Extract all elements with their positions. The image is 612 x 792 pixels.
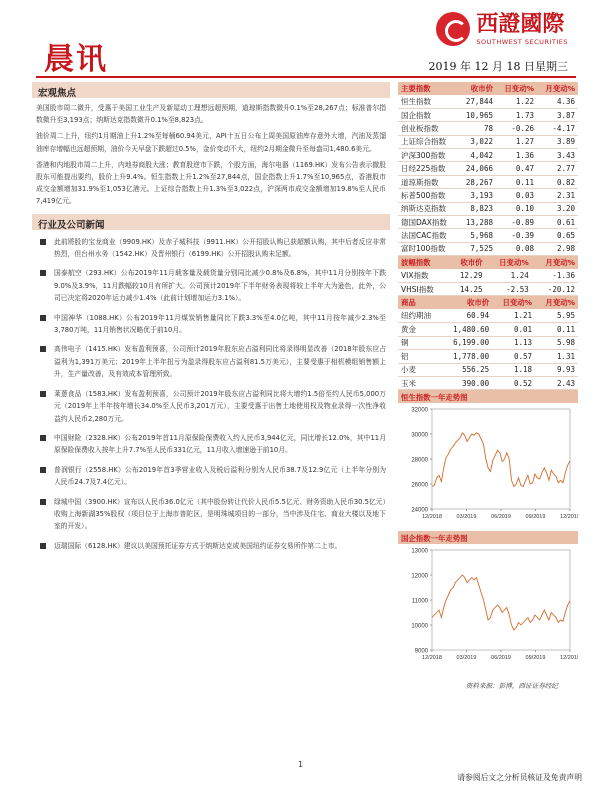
instrument-name: 黄金 [398,323,441,336]
volatility-header-cell: 月变动% [532,256,578,269]
commodities-header-cell: 月变动% [535,296,578,309]
quote-value: 0.61 [537,216,578,229]
brand-name-en: SOUTHWEST SECURITIES [476,37,568,46]
y-tick-label: 13000 [411,548,428,555]
brand-mark-icon [436,12,470,46]
quote-value: 13,288 [458,216,496,229]
commodities-header-row [398,296,578,309]
report-title: 晨讯 [44,42,108,77]
table-row [398,162,578,175]
quote-value: 2.43 [535,376,578,389]
instrument-name: 道琼斯指数 [398,175,458,188]
quote-value: 24,066 [458,162,496,175]
table-row [398,189,578,202]
news-item: 此前將股的宝龙商业（9909.HK）及赤子城科技（9911.HK）公开招股认购已获超额认购，其中后者反应非常热烈，但台州水务（1542.HK）及晋州银行（6199.HK）公开招股认购未足额。 [32,236,390,261]
quote-value: 0.57 [492,350,535,363]
instrument-name: 法国CAC指数 [398,229,458,242]
quote-value: 60.94 [441,309,492,322]
indices-header-cell: 月变动% [537,82,578,95]
quote-value: 1.13 [492,336,535,349]
disclaimer: 请参阅后文之分析员核证及免责声明 [457,773,582,782]
series-line [432,433,570,487]
quote-value: 5.95 [535,309,578,322]
quote-value: 0.11 [496,175,537,188]
quote-value: 1.24 [486,269,532,282]
plot-frame [432,550,570,650]
quote-value: 0.52 [492,376,535,389]
volatility-header-row [398,256,578,269]
y-tick-label: 24000 [411,507,428,514]
table-row [398,149,578,162]
indices-header-cell: 日变动% [496,82,537,95]
quote-value: -0.39 [496,229,537,242]
series-line [432,575,570,630]
quote-value: 0.10 [496,202,537,215]
indices-header-row [398,82,578,95]
quote-value: -0.26 [496,122,537,135]
news-item: 国泰航空（293.HK）公布2019年11月载客量及载货量分别同比减少0.8%及6.8%，其中11月分别按年下跌9.0%及3.9%，11月跌幅较10月有所扩大。公司预计2019年下半年财务表现将较上半年大为逊色，此外，公司已决定将2020年运力减少1.4%（此前计划增加运力3.1%）。 [32,267,390,304]
commodities-header-cell: 商品 [398,296,441,309]
quote-value: 0.82 [537,175,578,188]
x-tick-label: 03/2019 [456,655,477,662]
quote-value: 4,042 [458,149,496,162]
quote-value: 1.18 [492,363,535,376]
hsi-chart [398,403,578,531]
instrument-name: 沪深300指数 [398,149,458,162]
table-row [398,269,578,282]
y-tick-label: 32000 [411,407,428,414]
table-row [398,95,578,108]
x-tick-label: 09/2019 [525,514,546,521]
volatility-table [398,256,578,296]
quote-value: 4.36 [537,95,578,108]
news-list [32,236,390,553]
quote-value: 14.25 [448,283,485,296]
instrument-name: 铝 [398,350,441,363]
brand-name-cn: 西證國際 [476,10,565,37]
table-row [398,135,578,148]
hscei-chart-svg [398,544,578,672]
quote-value: 7,525 [458,242,496,255]
quote-value: 1.31 [535,350,578,363]
instrument-name: 纽约期油 [398,309,441,322]
macro-paragraph: 油价周二上升，纽约1月期油上升1.2%至每桶60.94美元，API十五日公布上周美国原油库存意外大增，汽油及蒸馏油库存增幅也远超预期，油价今天早盘下跌超过0.5%，金价变动不大，纽约2月期金微升至每盎司1,480.6美元。 [36,132,386,153]
y-tick-label: 30000 [411,432,428,439]
brand-logo [436,12,568,46]
x-tick-label: 06/2019 [491,514,511,521]
hscei-chart [398,544,578,672]
instrument-name: 创业板指数 [398,122,458,135]
indices-header-cell: 主要指数 [398,82,458,95]
volatility-header-cell: 收市价 [448,256,485,269]
table-row [398,202,578,215]
table-row [398,350,578,363]
quote-value: 1.27 [496,135,537,148]
instrument-name: 德国DAX指数 [398,216,458,229]
quote-value: 27,844 [458,95,496,108]
table-row [398,229,578,242]
instrument-name: 小麦 [398,363,441,376]
quote-value: 0.47 [496,162,537,175]
quote-value: 1,778.00 [441,350,492,363]
quote-value: 1.21 [492,309,535,322]
instrument-name: 国企指数 [398,108,458,121]
quote-value: 1.36 [496,149,537,162]
quote-value: 0.65 [537,229,578,242]
quote-value: 1,480.60 [441,323,492,336]
x-tick-label: 12/2018 [422,514,442,521]
hscei-chart-title: 国企指数一年走势图 [398,531,578,544]
quote-value: 0.08 [496,242,537,255]
volatility-header-cell: 日变动% [486,256,532,269]
quote-value: 28,267 [458,175,496,188]
instrument-name: 标普500指数 [398,189,458,202]
quote-value: -20.12 [532,283,578,296]
table-row [398,376,578,389]
quote-value: 10,965 [458,108,496,121]
source-note: 资料来源：彭博，西证证券经纪 [465,682,558,691]
indices-header-cell: 收市价 [458,82,496,95]
right-column [398,82,578,690]
quote-value: -4.17 [537,122,578,135]
commodities-table [398,296,578,390]
x-tick-label: 03/2019 [456,514,477,521]
page-number: 1 [298,760,304,769]
news-item: 高伟电子（1415.HK）发布盈利预喜，公司预计2019年股东应占溢利同比将录得明显改善（2018年股东应占溢利为1,391万美元；2019年上半年扭亏为盈录得股东应占溢利81.5万美元），主要受惠于相机模组销售额上升，生产量改善，及有效成本管理所致。 [32,343,390,380]
y-tick-label: 26000 [411,482,428,489]
left-column [32,82,390,559]
table-row [398,323,578,336]
quote-value: 8,823 [458,202,496,215]
quote-value: 2.31 [537,189,578,202]
x-tick-label: 12/2018 [422,655,442,662]
table-row [398,108,578,121]
report-date: 2019 年 12 月 18 日星期三 [428,60,568,73]
quote-value: 3,193 [458,189,496,202]
news-item: 中国神华（1088.HK）公布2019年11月煤炭销售量同比下跌3.3%至4.0亿吨，其中11月按年减少2.3%至3,780万吨，11月销售状况略优于前10月。 [32,312,390,337]
table-row [398,363,578,376]
quote-value: 5.98 [535,336,578,349]
news-item: 中国财险（2328.HK）公布2019年首11月原保险保费收入约人民币3,944亿元，同比增长12.0%，其中11月原保险保费收入按年上升7.7%至人民币331亿元，11月收入增速逊于前10月。 [32,432,390,457]
commodities-header-cell: 收市价 [441,296,492,309]
quote-value: 3.20 [537,202,578,215]
macro-heading: 宏观焦点 [32,82,390,98]
quote-value: 0.11 [535,323,578,336]
instrument-name: VIX指数 [398,269,448,282]
table-row [398,122,578,135]
table-row [398,242,578,255]
macro-paragraph: 香港和内地股市周二上升，内地券商股大涨；教育股逆市下跌，个股方面，海尔电器（1169.HK）发布公告表示撤股股东可能提出要约，股价上升9.4%。恒生指数上升1.2%至27,844点，国企指数上升1.7%至10,965点，香港股市成交金额增加31.9%至1,053亿港元。上证综合指数上升1.3%至3,022点，沪深两市成交金额增加19.8%至人民币7,419亿元。 [36,160,386,206]
table-row [398,175,578,188]
quote-value: 78 [458,122,496,135]
commodities-header-cell: 日变动% [492,296,535,309]
instrument-name: 上证综合指数 [398,135,458,148]
quote-value: 3.89 [537,135,578,148]
quote-value: 2.77 [537,162,578,175]
instrument-name: 铜 [398,336,441,349]
quote-value: 6,199.00 [441,336,492,349]
y-tick-label: 10000 [411,623,428,630]
instrument-name: 恒生指数 [398,95,458,108]
indices-table [398,82,578,256]
quote-value: 390.00 [441,376,492,389]
instrument-name: VHSI指数 [398,283,448,296]
instrument-name: 纳斯达克指数 [398,202,458,215]
volatility-header-cell: 波幅指数 [398,256,448,269]
table-row [398,336,578,349]
y-tick-label: 9000 [414,648,428,655]
plot-frame [432,409,570,509]
news-item: 普润银行（2558.HK）公布2019年首3季营业收入及税后溢利分别为人民币38.7及12.9亿元（上半年分别为人民币24.7及7.4亿元）。 [32,464,390,489]
quote-value: -0.89 [496,216,537,229]
quote-value: 3.43 [537,149,578,162]
hsi-chart-title: 恒生指数一年走势图 [398,390,578,403]
quote-value: 12.29 [448,269,485,282]
quote-value: 0.01 [492,323,535,336]
instrument-name: 玉米 [398,376,441,389]
y-tick-label: 12000 [411,573,428,580]
instrument-name: 日经225指数 [398,162,458,175]
quote-value: 5,968 [458,229,496,242]
table-row [398,216,578,229]
y-tick-label: 28000 [411,457,428,464]
instrument-name: 富时100指数 [398,242,458,255]
x-tick-label: 12/2019 [560,655,578,662]
quote-value: -2.53 [486,283,532,296]
news-item: 莱蒽食品（1583.HK）发布盈利预喜，公司预计2019年股东应占溢利同比将大增约1.5倍至约人民币5,000万元（2019年上半年按年增长34.0%至人民币3,201万元），主要受惠于出售土地使用权及物业录得一次性净收益约人民币2,280万元。 [32,388,390,425]
quote-value: 3,022 [458,135,496,148]
quote-value: 1.73 [496,108,537,121]
x-tick-label: 12/2019 [560,514,578,521]
quote-value: 1.22 [496,95,537,108]
quote-value: 2.98 [537,242,578,255]
macro-paragraph: 美国股市周二微升，受惠于美国工业生产及新屋动工理想远超预期，道琼斯指数微升0.1%至28,267点；标准普尔指数微升至3,193点；纳斯达克指数微升0.1%至8,823点。 [36,104,386,125]
quote-value: 0.03 [496,189,537,202]
quote-value: -1.36 [532,269,578,282]
table-row [398,283,578,296]
y-tick-label: 11000 [411,598,428,605]
hsi-chart-svg [398,403,578,531]
industry-heading: 行业及公司新闻 [32,214,390,230]
quote-value: 9.93 [535,363,578,376]
news-item: 迈瑞国际（6128.HK）建议以美国预托证券方式于纳斯达克或美国纽约证券交易所作第二上市。 [32,540,390,552]
table-row [398,309,578,322]
quote-value: 556.25 [441,363,492,376]
header-divider [36,76,576,78]
quote-value: 3.87 [537,108,578,121]
x-tick-label: 06/2019 [491,655,511,662]
news-item: 绿城中国（3900.HK）宣布以人民币36.0亿元（其中股份转让代价人民币5.5亿元、财务资助人民币30.5亿元）收购上海新湖35%股权（项目位于上海市普陀区，是明珠城项目的一部分，当中涉及住宅、商业大楼以及地下室的开发）。 [32,496,390,533]
x-tick-label: 09/2019 [525,655,546,662]
